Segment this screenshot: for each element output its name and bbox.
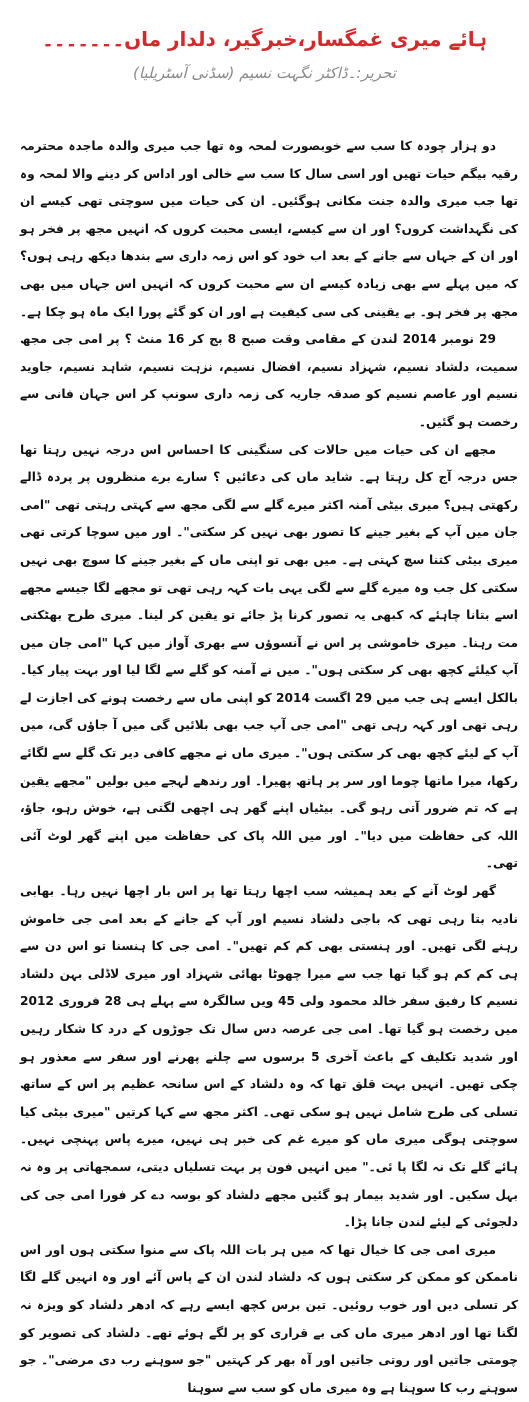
article-paragraph: دو ہزار چودہ کا سب سے خوبصورت لمحہ وہ تھا جب میری والدہ ماجدہ محترمہ رقیہ بیگم حیات تھیں اور اسی سال کا سب سے خالی اور اداس کر دینے والا لمحہ وہ تھا جب میری والدہ جنت مکانی ہوگئیں۔ ان کی حیات میں سوچتی تھی کیسے ان کی نگہداشت کروں؟ اور ان سے کیسے، ایسی محبت کروں کہ انہیں مجھ پر فخر ہو اور ان کے جہاں سے جانے کے بعد اب خود کو اس زمہ داری سے بندھا دیکھ رہی ہوں؟ کہ میں پہلے سے بھی زیادہ کیسے ان سے محبت کروں کہ انہیں اس جہاں میں بھی مجھ پر فخر ہو۔ بے یقینی کی سی کیفیت ہے اور ان کو گئے پورا ایک ماہ ہو چکا ہے۔ (19, 139, 518, 319)
article-paragraph: میری امی جی کا خیال تھا کہ میں ہر بات اللہ پاک سے منوا سکتی ہوں اور اس ناممکن کو ممکن کر سکتی ہوں کہ دلشاد لندن ان کے پاس آئے اور وہ انہیں گلے لگا کر تسلی دیں اور خوب روئیں۔ تین برس کچھ ایسے رہے کہ ادھر دلشاد کو ویزہ نہ لگنا تھا اور ادھر میری ماں کی بے قراری کو پر لگے ہوئے تھے۔ دلشاد کی تصویر کو چومتی جاتیں اور روتی جاتیں اور آہ بھر کر کہتیں "جو سوہنے رب دی مرضی"۔ جو سوہنے رب کا سوہنا ہے وہ میری ماں کو سب سے سوہنا (20, 1242, 518, 1395)
article-byline: تحریر:۔ڈاکٹر نگہت نسیم (سڈنی آسٹریلیا) (133, 64, 396, 82)
article-paragraph: گھر لوٹ آنے کے بعد ہمیشہ سب اچھا رہتا تھا پر اس بار اچھا نہیں رہا۔ بھابی نادیہ بتا رہی تھی کہ باجی دلشاد نسیم اور آپ کے جانے کے بعد امی جی خاموش رہنے لگی تھیں۔ اور ہنستی بھی کم کم تھیں"۔ امی جی کا ہنسنا تو اس دن سے ہی کم کم ہو گیا تھا جب سے میرا چھوٹا بھائی شہزاد اور میری لاڈلی بہن دلشاد نسیم کا رفیق سفر خالد محمود ولی 45 ویں سالگرہ سے پہلے ہی 28 فروری 2012 میں رخصت ہو گیا تھا۔ امی جی عرصہ دس سال تک جوڑوں کے درد کا شکار رہیں اور شدید تکلیف کے باعث آخری 5 برسوں سے چلنے پھرنے اور سفر سے معذور ہو چکی تھیں۔ انہیں بہت قلق تھا کہ وہ دلشاد کے اس سانحہ عظیم پر اس کے ساتھ تسلی کی طرح شامل نہیں ہو سکی تھی۔ اکثر مجھ سے کہا کرتیں "میری بیٹی کیا سوچتی ہوگی میری ماں کو میرے غم کی خبر ہی نہیں، میرے پاس پہنچی نہیں۔ ہائے گلے تک نہ لگا پا ئی۔" میں انہیں فون پر بہت تسلیاں دیتی، سمجھاتی پر وہ نہ بہل سکیں۔ اور شدید بیمار ہو گئیں مجھے دلشاد کو بوسہ دے کر فورا امی جی کی دلجوئی کے لیئے لندن جانا پڑا۔ (20, 884, 518, 1230)
article-paragraph: 29 نومبر 2014 لندن کے مقامی وقت صبح 8 بج کر 16 منٹ ؟ پر امی جی مجھ سمیت، دلشاد نسیم، شہزاد نسیم، افضال نسیم، نزہت نسیم، شاہد نسیم، جاوید نسیم اور عاصم نسیم کو صدقہ جاریہ کی زمہ داری سونپ کر اس جہان فانی سے رخصت ہو گئیں۔ (20, 332, 518, 429)
article-title: ہائے میری غمگسار،خبرگیر، دلدار ماں۔۔۔۔۔۔۔ (42, 27, 487, 51)
article-paragraph: مجھے ان کی حیات میں حالات کی سنگینی کا احساس اس درجہ نہیں رہتا تھا جس درجہ آج کل رہتا ہے۔ شاید ماں کی دعائیں ؟ سارے برے منظروں پر پردہ ڈالے رکھتی ہیں؟ میری بیٹی آمنہ اکثر میرے گلے سے لگی مجھ سے کہتی رہتی تھی "امی جان میں آپ کے بغیر جینے کا تصور بھی نہیں کر سکتی"۔ اور میں سوچا کرتی تھی میری بیٹی کتنا سچ کہتی ہے۔ میں بھی تو اپنی ماں کے بغیر جینے کا سوچ بھی نہیں سکتی کل جب وہ میرے گلے سے لگی یہی بات کہہ رہی تھی تو مجھے لگا جیسے مجھے اسے بتانا چاہئے کہ کبھی یہ تصور کرنا پڑ جائے تو یقین کر لینا۔ میری طرح بھٹکتی مت رہنا۔ میری خاموشی پر اس نے آنسوؤں سے بھری آواز میں کہا "امی جان میں آپ کیلئے کچھ بھی کر سکتی ہوں"۔ میں نے آمنہ کو گلے سے لگا لیا اور بہت پیار کیا۔ بالکل ایسے ہی جب میں 29 اگست 2014 کو اپنی ماں سے رخصت ہونے کی اجازت لے رہی تھی اور کہہ رہی تھی "امی جی آپ جب بھی بلائیں گی میں آ جاؤں گی، میں آپ کے لیئے کچھ بھی کر سکتی ہوں"۔ میری ماں نے مجھے کافی دیر تک گلے سے لگائے رکھا، میرا ماتھا چوما اور سر پر ہاتھ پھیرا۔ اور رندھے لہجے میں بولیں "مجھے یقین ہے کہ تم ضرور آتی رہو گی۔ بیٹیاں اپنے گھر ہی اچھی لگتی ہے، خوش رہو، جاؤ، اللہ کی حفاظت میں دیا"۔ اور میں اللہ پاک کی حفاظت میں اپنے گھر لوٹ آئی تھی۔ (20, 442, 518, 871)
article-body (19, 133, 518, 1395)
